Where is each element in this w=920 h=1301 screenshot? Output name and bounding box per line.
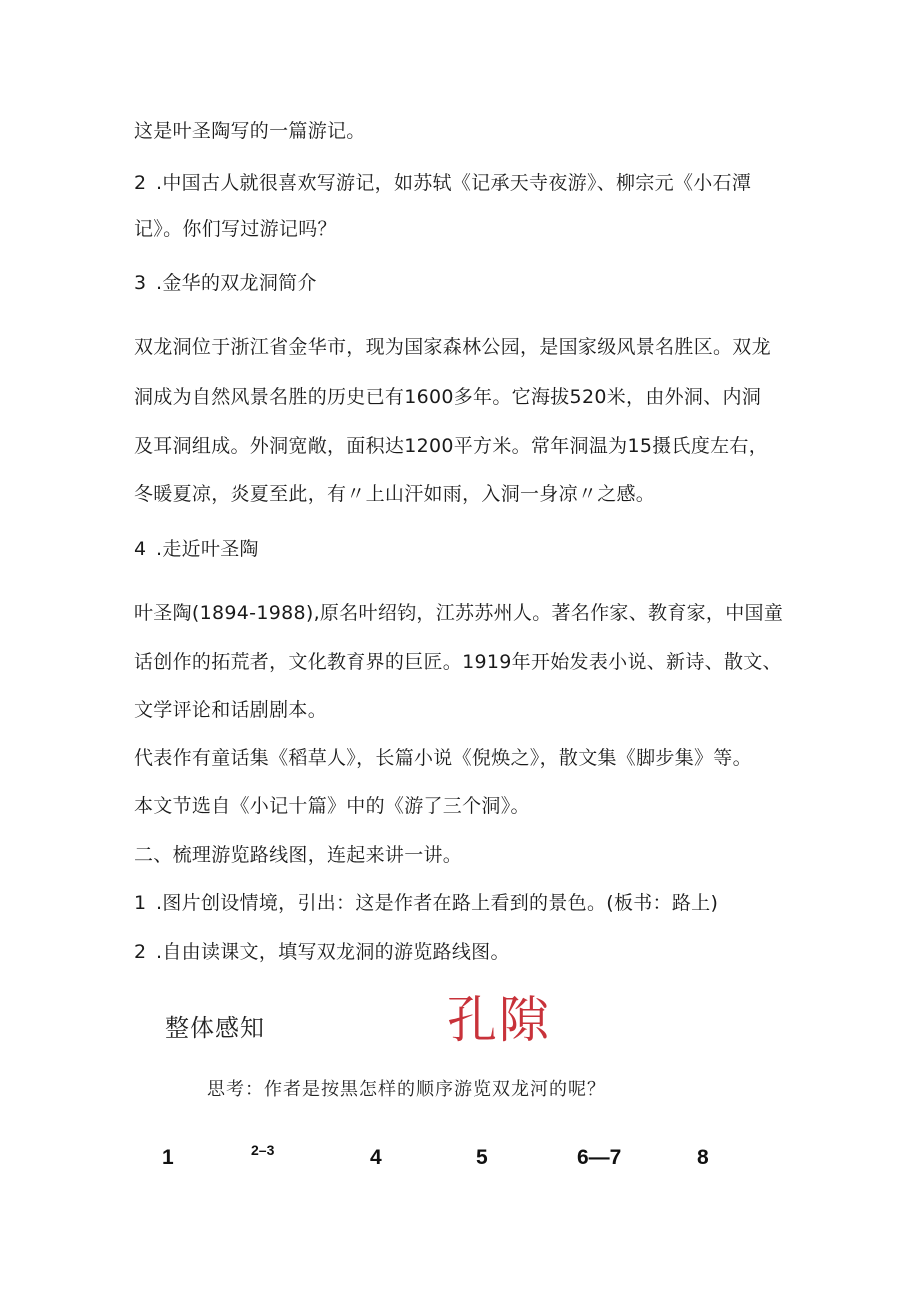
line-number: 2: [134, 172, 147, 194]
paragraph-line: 洞成为自然风景名胜的历史已有1600多年。它海拔520米，由外洞、内洞: [134, 386, 762, 408]
figure-red-title: 孔隙: [447, 991, 551, 1049]
text-line: 这是叶圣陶写的一篇游记。: [134, 120, 366, 142]
paragraph-line: 叶圣陶(1894-1988),原名叶绍钧，江苏苏州人。著名作家、教育家，中国童: [134, 602, 784, 624]
numbered-line: 3 .金华的双龙洞简介: [134, 272, 317, 294]
figure-left-title: 整体感知: [165, 1014, 265, 1042]
sequence-number: 4: [370, 1146, 382, 1169]
sequence-number: 8: [697, 1146, 709, 1169]
numbered-line: 2 .中国古人就很喜欢写游记，如苏轼《记承天寺夜游》、柳宗元《小石潭: [134, 172, 752, 194]
paragraph-line: 双龙洞位于浙江省金华市，现为国家森林公园，是国家级风景名胜区。双龙: [134, 336, 771, 358]
numbered-line: 4 .走近叶圣陶: [134, 538, 259, 560]
numbered-line: 2 .自由读课文，填写双龙洞的游览路线图。: [134, 941, 510, 963]
text-line: 记》。你们写过游记吗？: [134, 218, 337, 240]
paragraph-line: 及耳洞组成。外洞宽敞，面积达1200平方米。常年洞温为15摄氏度左右，: [134, 435, 769, 457]
line-number: 4: [134, 538, 147, 560]
paragraph-line: 本文节选自《小记十篇》中的《游了三个洞》。: [134, 795, 530, 817]
figure-question: 思考：作者是按黒怎样的顺序游览双龙河的呢？: [207, 1079, 606, 1100]
numbered-line: 1 .图片创设情境，引出：这是作者在路上看到的景色。(板书：路上): [134, 892, 719, 914]
sequence-number: 5: [476, 1146, 488, 1169]
paragraph-line: 文学评论和话剧剧本。: [134, 699, 328, 721]
sequence-number: 1: [162, 1146, 174, 1169]
sequence-number: 2–3: [251, 1142, 275, 1158]
paragraph-line: 话创作的拓荒者，文化教育界的巨匠。1919年开始发表小说、新诗、散文、: [134, 651, 782, 673]
paragraph-line: 冬暖夏凉，炎夏至此，有〃上山汗如雨，入洞一身凉〃之感。: [134, 483, 656, 505]
sequence-number: 6—7: [577, 1146, 622, 1169]
line-number: 1: [134, 892, 147, 914]
line-number: 3: [134, 272, 147, 294]
line-number: 2: [134, 941, 147, 963]
section-heading: 二、梳理游览路线图，连起来讲一讲。: [134, 844, 463, 866]
paragraph-line: 代表作有童话集《稻草人》，长篇小说《倪焕之》，散文集《脚步集》等。: [134, 747, 752, 769]
